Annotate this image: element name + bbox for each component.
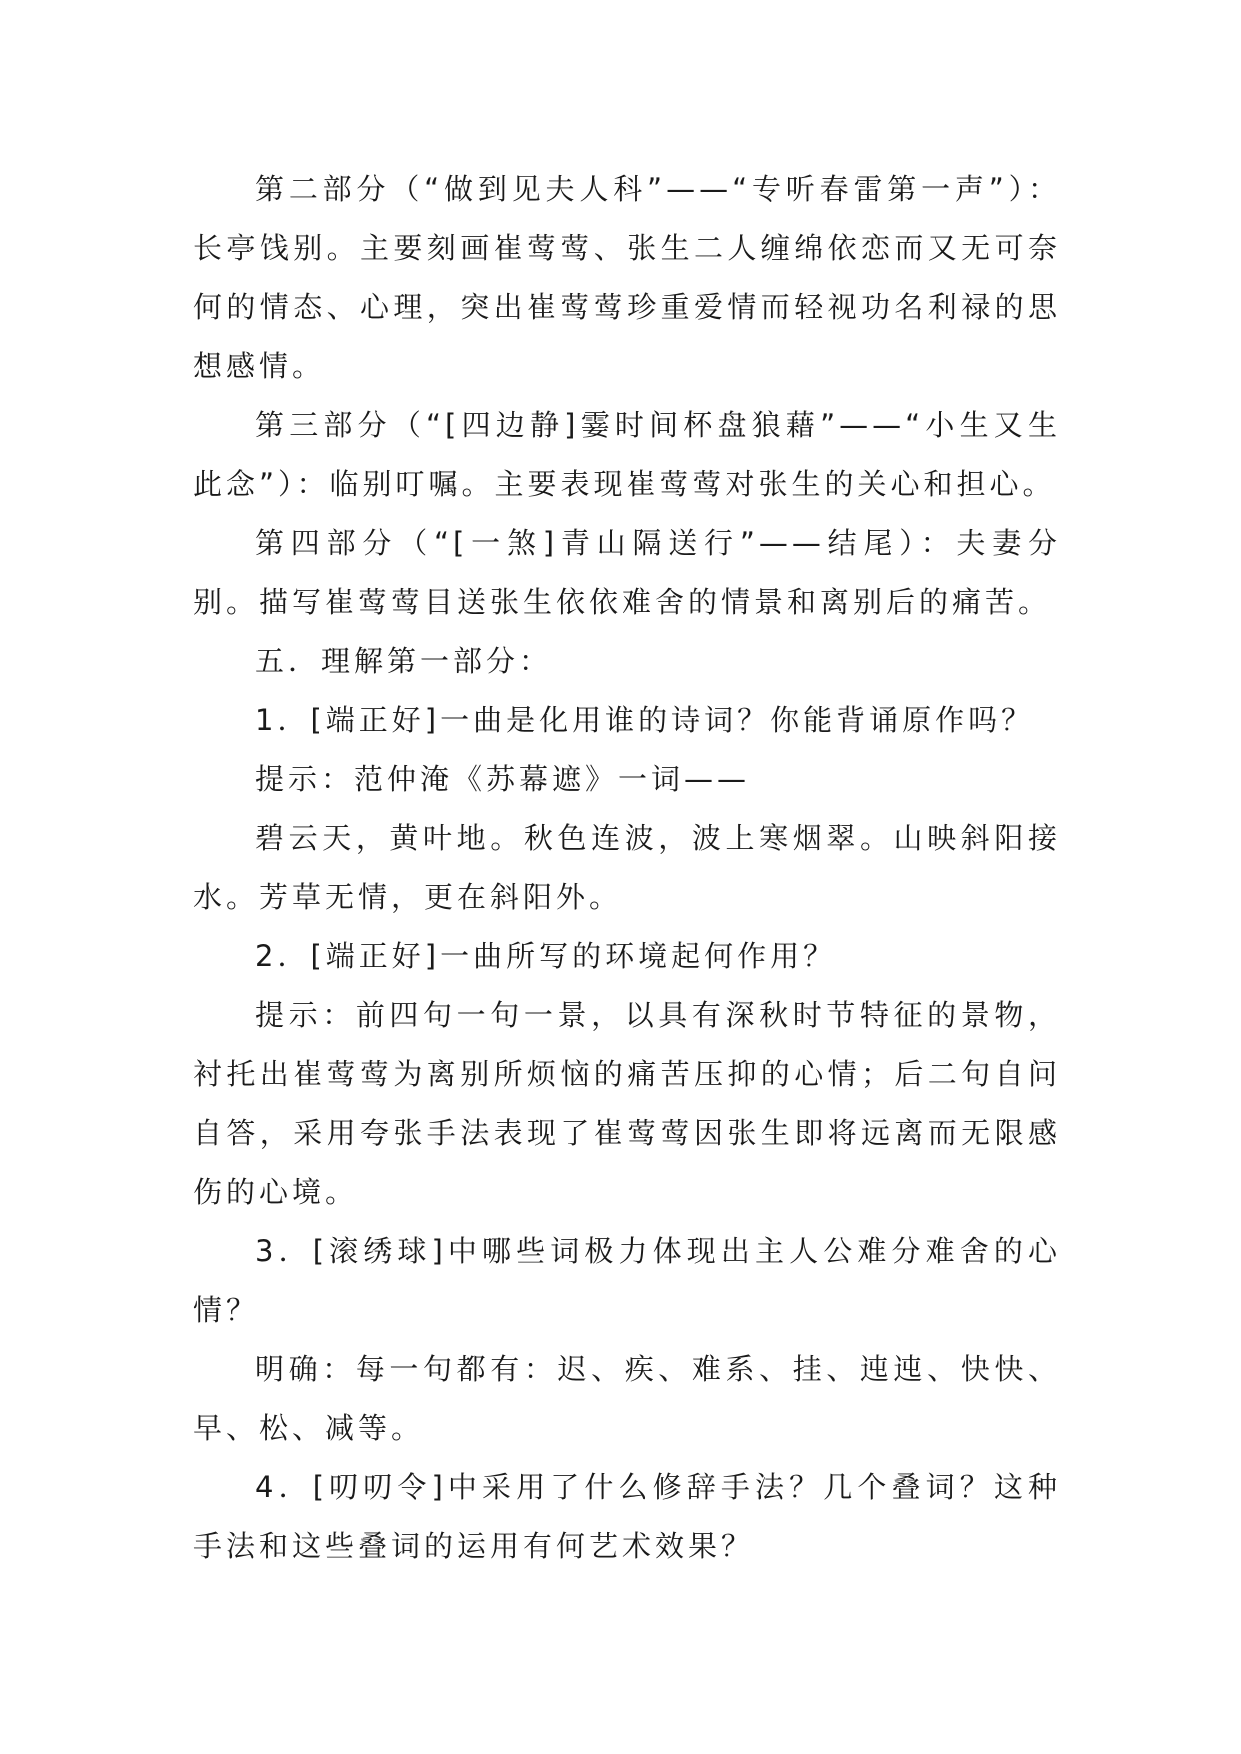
question-2: 2．[端正好]一曲所写的环境起何作用？ xyxy=(255,939,837,973)
question-4: 4．[叨叨令]中采用了什么修辞手法？几个叠词？这种手法和这些叠词的运用有何艺术效果？ xyxy=(193,1470,1061,1563)
question-1: 1．[端正好]一曲是化用谁的诗词？你能背诵原作吗？ xyxy=(255,703,1035,737)
question-3: 3．[滚绣球]中哪些词极力体现出主人公难分难舍的心情？ xyxy=(193,1234,1061,1327)
paragraph-part-two: 第二部分（“做到见夫人科”——“专听春雷第一声”）：长亭饯别。主要刻画崔莺莺、张生二人缠绵依恋而又无可奈何的情态、心理，突出崔莺莺珍重爱情而轻视功名利禄的思想感情。 xyxy=(193,172,1061,383)
paragraph-part-three: 第三部分（“[四边静]霎时间杯盘狼藉”——“小生又生此念”）：临别叮嘱。主要表现崔莺莺对张生的关心和担心。 xyxy=(193,408,1061,501)
document-body xyxy=(193,160,1061,1576)
answer-3: 明确：每一句都有：迟、疾、难系、挂、迍迍、快快、早、松、减等。 xyxy=(193,1352,1061,1445)
hint-1: 提示：范仲淹《苏幕遮》一词—— xyxy=(255,762,751,796)
poem-quote: 碧云天，黄叶地。秋色连波，波上寒烟翠。山映斜阳接水。芳草无情，更在斜阳外。 xyxy=(193,821,1061,914)
hint-2: 提示：前四句一句一景，以具有深秋时节特征的景物，衬托出崔莺莺为离别所烦恼的痛苦压抑的心情；后二句自问自答，采用夸张手法表现了崔莺莺因张生即将远离而无限感伤的心境。 xyxy=(193,998,1061,1209)
paragraph-part-four: 第四部分（“[一煞]青山隔送行”——结尾）：夫妻分别。描写崔莺莺目送张生依依难舍的情景和离别后的痛苦。 xyxy=(193,526,1061,619)
section-heading-five: 五．理解第一部分： xyxy=(255,644,553,678)
